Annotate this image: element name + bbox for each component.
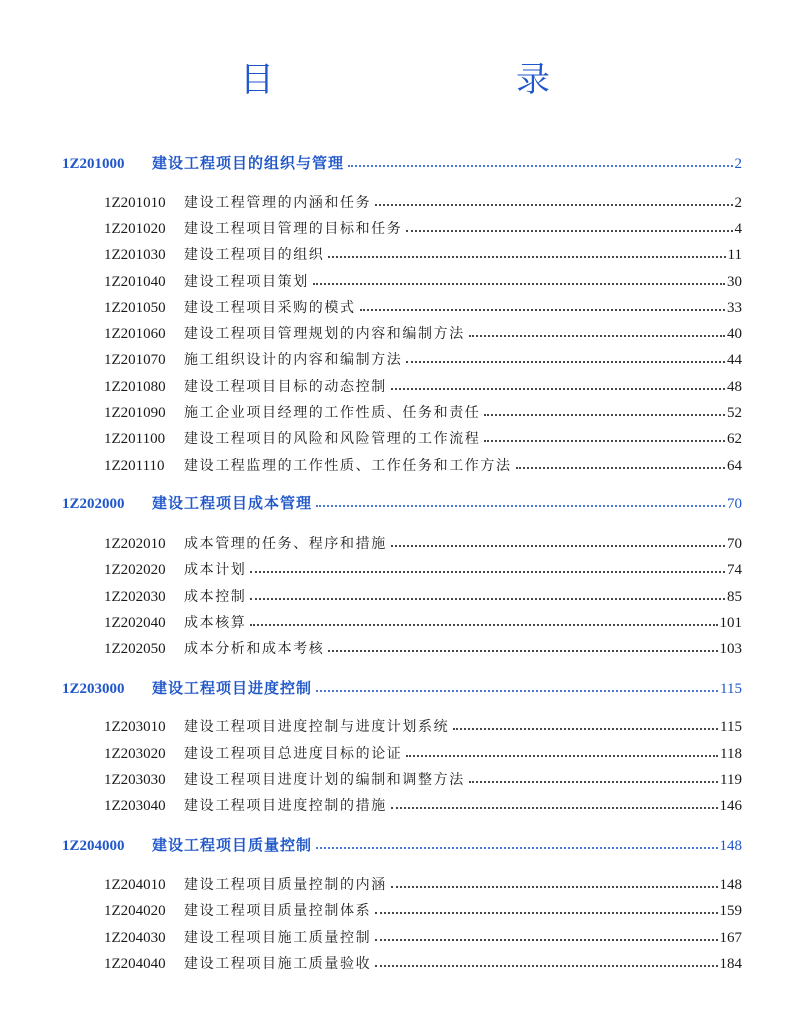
dot-leader <box>360 309 725 311</box>
dot-leader <box>406 755 718 757</box>
toc-entry-title: 成本管理的任务、程序和措施 <box>184 536 387 552</box>
toc-entry-page-number: 33 <box>727 300 742 316</box>
toc-entry-page-number: 115 <box>720 681 742 697</box>
dot-leader <box>250 571 725 573</box>
toc-entry-title: 建设工程项目总进度目标的论证 <box>184 746 403 762</box>
dot-leader <box>328 650 717 652</box>
toc-section-entry[interactable] <box>104 295 742 317</box>
dot-leader <box>391 388 725 390</box>
toc-entry-title: 建设工程项目的组织与管理 <box>152 154 345 172</box>
toc-entry-page-number: 115 <box>720 719 742 735</box>
toc-entry-title: 建设工程项目的组织 <box>184 247 325 263</box>
dot-leader <box>375 939 717 941</box>
toc-entry-page-number: 70 <box>727 536 742 552</box>
toc-section-entry[interactable] <box>104 453 742 475</box>
toc-entry-page-number: 40 <box>727 326 742 342</box>
toc-chapter-entry[interactable] <box>62 151 742 173</box>
dot-leader <box>391 545 725 547</box>
toc-section-entry[interactable] <box>104 898 742 920</box>
toc-section-entry[interactable] <box>104 531 742 553</box>
toc-entry-code: 1Z204030 <box>104 930 166 946</box>
toc-entry-code: 1Z203030 <box>104 772 166 788</box>
toc-entry-page-number: 48 <box>727 379 742 395</box>
toc-entry-title: 建设工程项目质量控制体系 <box>184 903 372 919</box>
toc-entry-title: 成本计划 <box>184 562 247 578</box>
toc-section-entry[interactable] <box>104 925 742 947</box>
dot-leader <box>328 256 725 258</box>
toc-section-entry[interactable] <box>104 951 742 973</box>
toc-section-entry[interactable] <box>104 557 742 579</box>
toc-section-entry[interactable] <box>104 216 742 238</box>
toc-entry-page-number: 159 <box>719 903 742 919</box>
toc-entry-code: 1Z204040 <box>104 956 166 972</box>
toc-section-entry[interactable] <box>104 347 742 369</box>
toc-entry-code: 1Z201110 <box>104 458 165 474</box>
dot-leader <box>469 781 718 783</box>
toc-entry-title: 成本分析和成本考核 <box>184 641 325 657</box>
toc-entry-title: 建设工程项目质量控制的内涵 <box>184 877 387 893</box>
toc-chapter-entry[interactable] <box>62 833 742 855</box>
toc-entry-code: 1Z201080 <box>104 379 166 395</box>
dot-leader <box>250 624 717 626</box>
toc-entry-title: 建设工程项目成本管理 <box>152 494 313 512</box>
dot-leader <box>348 165 732 167</box>
toc-entry-page-number: 148 <box>719 877 742 893</box>
toc-entry-title: 成本控制 <box>184 589 247 605</box>
toc-entry-title: 建设工程项目进度控制与进度计划系统 <box>184 719 450 735</box>
toc-entry-title: 建设工程监理的工作性质、工作任务和工作方法 <box>184 458 512 474</box>
toc-entry-title: 施工企业项目经理的工作性质、任务和责任 <box>184 405 481 421</box>
dot-leader <box>316 690 718 692</box>
toc-section-entry[interactable] <box>104 636 742 658</box>
toc-entry-code: 1Z201010 <box>104 195 166 211</box>
toc-entry-code: 1Z201020 <box>104 221 166 237</box>
toc-entry-title: 成本核算 <box>184 615 247 631</box>
toc-entry-code: 1Z201090 <box>104 405 166 421</box>
toc-entry-title: 建设工程项目质量控制 <box>152 836 313 854</box>
toc-entry-page-number: 167 <box>719 930 742 946</box>
toc-entry-code: 1Z204020 <box>104 903 166 919</box>
toc-section-entry[interactable] <box>104 426 742 448</box>
toc-entry-page-number: 184 <box>719 956 742 972</box>
dot-leader <box>469 335 725 337</box>
toc-entry-page-number: 148 <box>719 838 742 854</box>
toc-entry-page-number: 74 <box>727 562 742 578</box>
toc-entry-code: 1Z201050 <box>104 300 166 316</box>
toc-entry-page-number: 44 <box>727 352 742 368</box>
toc-entry-page-number: 4 <box>734 221 742 237</box>
toc-section-entry[interactable] <box>104 242 742 264</box>
toc-entry-title: 建设工程项目策划 <box>184 274 309 290</box>
toc-entry-code: 1Z204000 <box>62 838 125 854</box>
toc-entry-title: 建设工程项目施工质量验收 <box>184 956 372 972</box>
toc-entry-title: 建设工程项目进度计划的编制和调整方法 <box>184 772 465 788</box>
dot-leader <box>250 598 725 600</box>
dot-leader <box>316 847 717 849</box>
toc-entry-title: 建设工程项目施工质量控制 <box>184 930 372 946</box>
toc-section-entry[interactable] <box>104 610 742 632</box>
toc-entry-title: 建设工程项目目标的动态控制 <box>184 379 387 395</box>
dot-leader <box>313 283 725 285</box>
dot-leader <box>484 414 725 416</box>
toc-section-entry[interactable] <box>104 767 742 789</box>
dot-leader <box>406 361 725 363</box>
toc-entry-code: 1Z202030 <box>104 589 166 605</box>
toc-entry-page-number: 119 <box>720 772 742 788</box>
toc-section-entry[interactable] <box>104 269 742 291</box>
toc-entry-page-number: 103 <box>719 641 742 657</box>
toc-entry-code: 1Z203000 <box>62 681 125 697</box>
toc-entry-title: 建设工程项目管理的目标和任务 <box>184 221 403 237</box>
toc-entry-title: 建设工程项目管理规划的内容和编制方法 <box>184 326 465 342</box>
toc-entry-code: 1Z203040 <box>104 798 166 814</box>
toc-entry-page-number: 2 <box>734 195 742 211</box>
dot-leader <box>375 912 717 914</box>
toc-entry-page-number: 64 <box>727 458 742 474</box>
toc-entry-title: 建设工程项目进度控制的措施 <box>184 798 387 814</box>
dot-leader <box>316 505 725 507</box>
toc-entry-title: 建设工程项目进度控制 <box>152 679 313 697</box>
toc-section-entry[interactable] <box>104 872 742 894</box>
toc-chapter-entry[interactable] <box>62 491 742 513</box>
dot-leader <box>406 230 732 232</box>
dot-leader <box>484 440 725 442</box>
toc-entry-title: 建设工程管理的内涵和任务 <box>184 195 372 211</box>
toc-entry-page-number: 62 <box>727 431 742 447</box>
toc-entry-code: 1Z202010 <box>104 536 166 552</box>
toc-entry-code: 1Z202040 <box>104 615 166 631</box>
toc-section-entry[interactable] <box>104 374 742 396</box>
toc-entry-title: 施工组织设计的内容和编制方法 <box>184 352 403 368</box>
toc-entry-code: 1Z201060 <box>104 326 166 342</box>
dot-leader <box>516 467 725 469</box>
toc-entry-code: 1Z201100 <box>104 431 166 447</box>
toc-section-entry[interactable] <box>104 190 742 212</box>
dot-leader <box>375 204 732 206</box>
toc-entry-code: 1Z202020 <box>104 562 166 578</box>
toc-section-entry[interactable] <box>104 321 742 343</box>
toc-entry-page-number: 70 <box>727 496 742 512</box>
toc-section-entry[interactable] <box>104 793 742 815</box>
toc-entry-code: 1Z201000 <box>62 156 125 172</box>
toc-entry-title: 建设工程项目采购的模式 <box>184 300 356 316</box>
dot-leader <box>453 728 718 730</box>
toc-entry-code: 1Z203020 <box>104 746 166 762</box>
toc-section-entry[interactable] <box>104 714 742 736</box>
toc-entry-page-number: 2 <box>734 156 742 172</box>
toc-entry-page-number: 118 <box>720 746 742 762</box>
toc-entry-page-number: 85 <box>727 589 742 605</box>
toc-entry-page-number: 101 <box>719 615 742 631</box>
toc-entry-title: 建设工程项目的风险和风险管理的工作流程 <box>184 431 481 447</box>
toc-entry-page-number: 146 <box>719 798 742 814</box>
dot-leader <box>375 965 717 967</box>
toc-entry-page-number: 11 <box>727 247 742 263</box>
toc-entry-code: 1Z202000 <box>62 496 125 512</box>
toc-entry-code: 1Z202050 <box>104 641 166 657</box>
toc-chapter-entry[interactable] <box>62 676 742 698</box>
toc-entry-code: 1Z201030 <box>104 247 166 263</box>
toc-section-entry[interactable] <box>104 584 742 606</box>
toc-entry-page-number: 30 <box>727 274 742 290</box>
dot-leader <box>391 886 718 888</box>
toc-entry-code: 1Z201040 <box>104 274 166 290</box>
toc-entry-code: 1Z204010 <box>104 877 166 893</box>
page-title: 目 录 <box>240 60 608 100</box>
toc-section-entry[interactable] <box>104 400 742 422</box>
toc-entry-code: 1Z201070 <box>104 352 166 368</box>
toc-entry-page-number: 52 <box>727 405 742 421</box>
toc-entry-code: 1Z203010 <box>104 719 166 735</box>
toc-section-entry[interactable] <box>104 741 742 763</box>
dot-leader <box>391 807 718 809</box>
